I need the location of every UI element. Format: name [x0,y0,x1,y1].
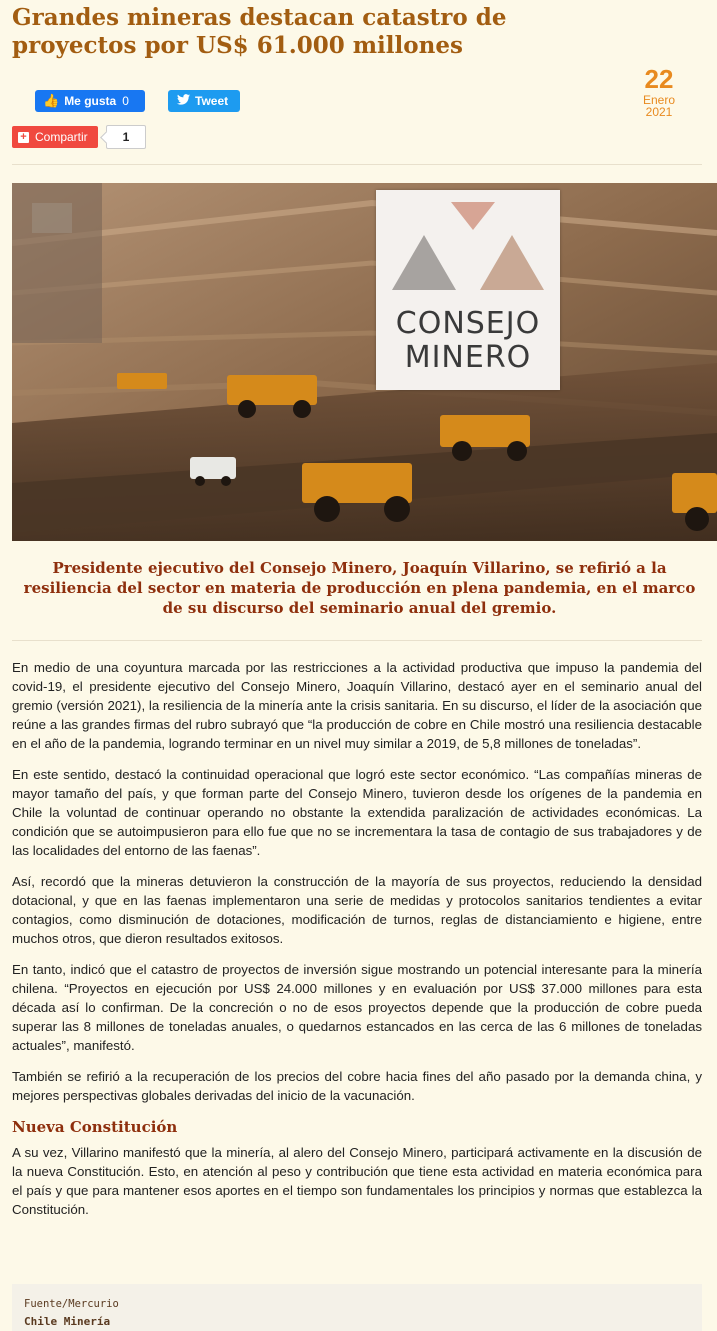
date-day: 22 [644,64,674,94]
logo-line1: CONSEJO [395,306,541,341]
publish-date [637,64,681,118]
share-button[interactable] [12,126,98,148]
hero-image [12,183,717,541]
paragraph: También se refirió a la recuperación de los precios del cobre hacia fines del año pasado por la demanda china, y mejores perspectivas globales derivadas del inicio de la vacunación. [12,1069,702,1103]
tweet-button[interactable] [168,90,240,112]
thumbs-up-icon: 👍 [43,93,60,108]
source-line: Fuente/Mercurio [24,1298,119,1310]
article-title: Grandes mineras destacan catastro de proyectos por US$ 61.000 millones [12,4,507,59]
plus-icon: + [18,132,29,143]
paragraph: Así, recordó que la mineras detuvieron la construcción de la mayoría de sus proyectos, reduciendo la densidad dotacional, y que en las faenas implementaron una serie de medidas y protocolos sanitarios tendientes a evitar contagios, como disminución de dotaciones, modificación de turnos, reglas de distanciamiento e higiene, entre muchos otros, que dieron resultados exitosos. [12,874,702,946]
paragraph: En este sentido, destacó la continuidad operacional que logró este sector económico. “Las compañías mineras de mayor tamaño del país, y que forman parte del Consejo Minero, tuvieron desde los orígenes de la pandemia en Chile la voluntad de continuar operando no obstante la extendida paralización de actividades económicas. La condición que se autoimpusieron para ello fue que no se incrementara la tasa de contagio de sus trabajadores y de las localidades del entorno de las faenas”. [12,767,702,858]
date-year: 2021 [645,105,673,119]
twitter-bird-icon [177,94,190,108]
section-heading: Nueva Constitución [12,1118,178,1136]
facebook-like-button[interactable] [35,90,145,112]
tweet-label: Tweet [195,94,229,108]
like-count: 0 [122,94,129,108]
divider [12,640,702,641]
like-label: Me gusta [64,94,117,108]
divider [12,164,702,165]
paragraph: A su vez, Villarino manifestó que la minería, al alero del Consejo Minero, participará activamente en la discusión de la nueva Constitución. Esto, en atención al peso y contribución que tiene esta actividad en materia económica para el país y que para mantener esos aportes en el tiempo son fundamentales los principios y normas que establezca la Constitución. [12,1145,702,1217]
share-count: 1 [106,125,146,149]
date-month: Enero [642,93,676,107]
article-lead: Presidente ejecutivo del Consejo Minero, Joaquín Villarino, se refirió a la resiliencia del sector en materia de producción en plena pandemia, en el marco de su discurso del seminario anual del gremio. [23,559,696,617]
logo-triangles-icon [376,190,560,300]
paragraph: En tanto, indicó que el catastro de proyectos de inversión sigue mostrando un potencial interesante para la minería chilena. “Proyectos en ejecución por US$ 24.000 millones y en evaluación por US$ 37.000 millones para esta década así lo confirman. De la concreción o no de esos proyectos depende que la producción de cobre pueda superar las 8 millones de toneladas anuales, o quedarnos estancados en las cerca de las 6 millones de toneladas actuales”, manifestó. [12,962,702,1053]
source-publisher: Chile Minería [24,1315,111,1328]
article-body [12,658,702,1231]
logo-line2: MINERO [404,340,532,375]
source-block [12,1284,702,1331]
mine-scene-illustration [12,183,717,541]
share-label: Compartir [35,130,88,144]
consejo-minero-logo [376,190,560,390]
paragraph: En medio de una coyuntura marcada por las restricciones a la actividad productiva que impuso la pandemia del covid-19, el presidente ejecutivo del Consejo Minero, Joaquín Villarino, destacó ayer en el seminario anual del gremio (versión 2021), la resiliencia de la minería ante la crisis sanitaria. En su discurso, el líder de la asociación que reúne a las grandes firmas del rubro subrayó que “la producción de cobre en Chile mostró una resiliencia destacable en el año de la pandemia, logrando terminar en un nivel muy similar a 2019, de 5,8 millones de toneladas”. [12,660,702,751]
